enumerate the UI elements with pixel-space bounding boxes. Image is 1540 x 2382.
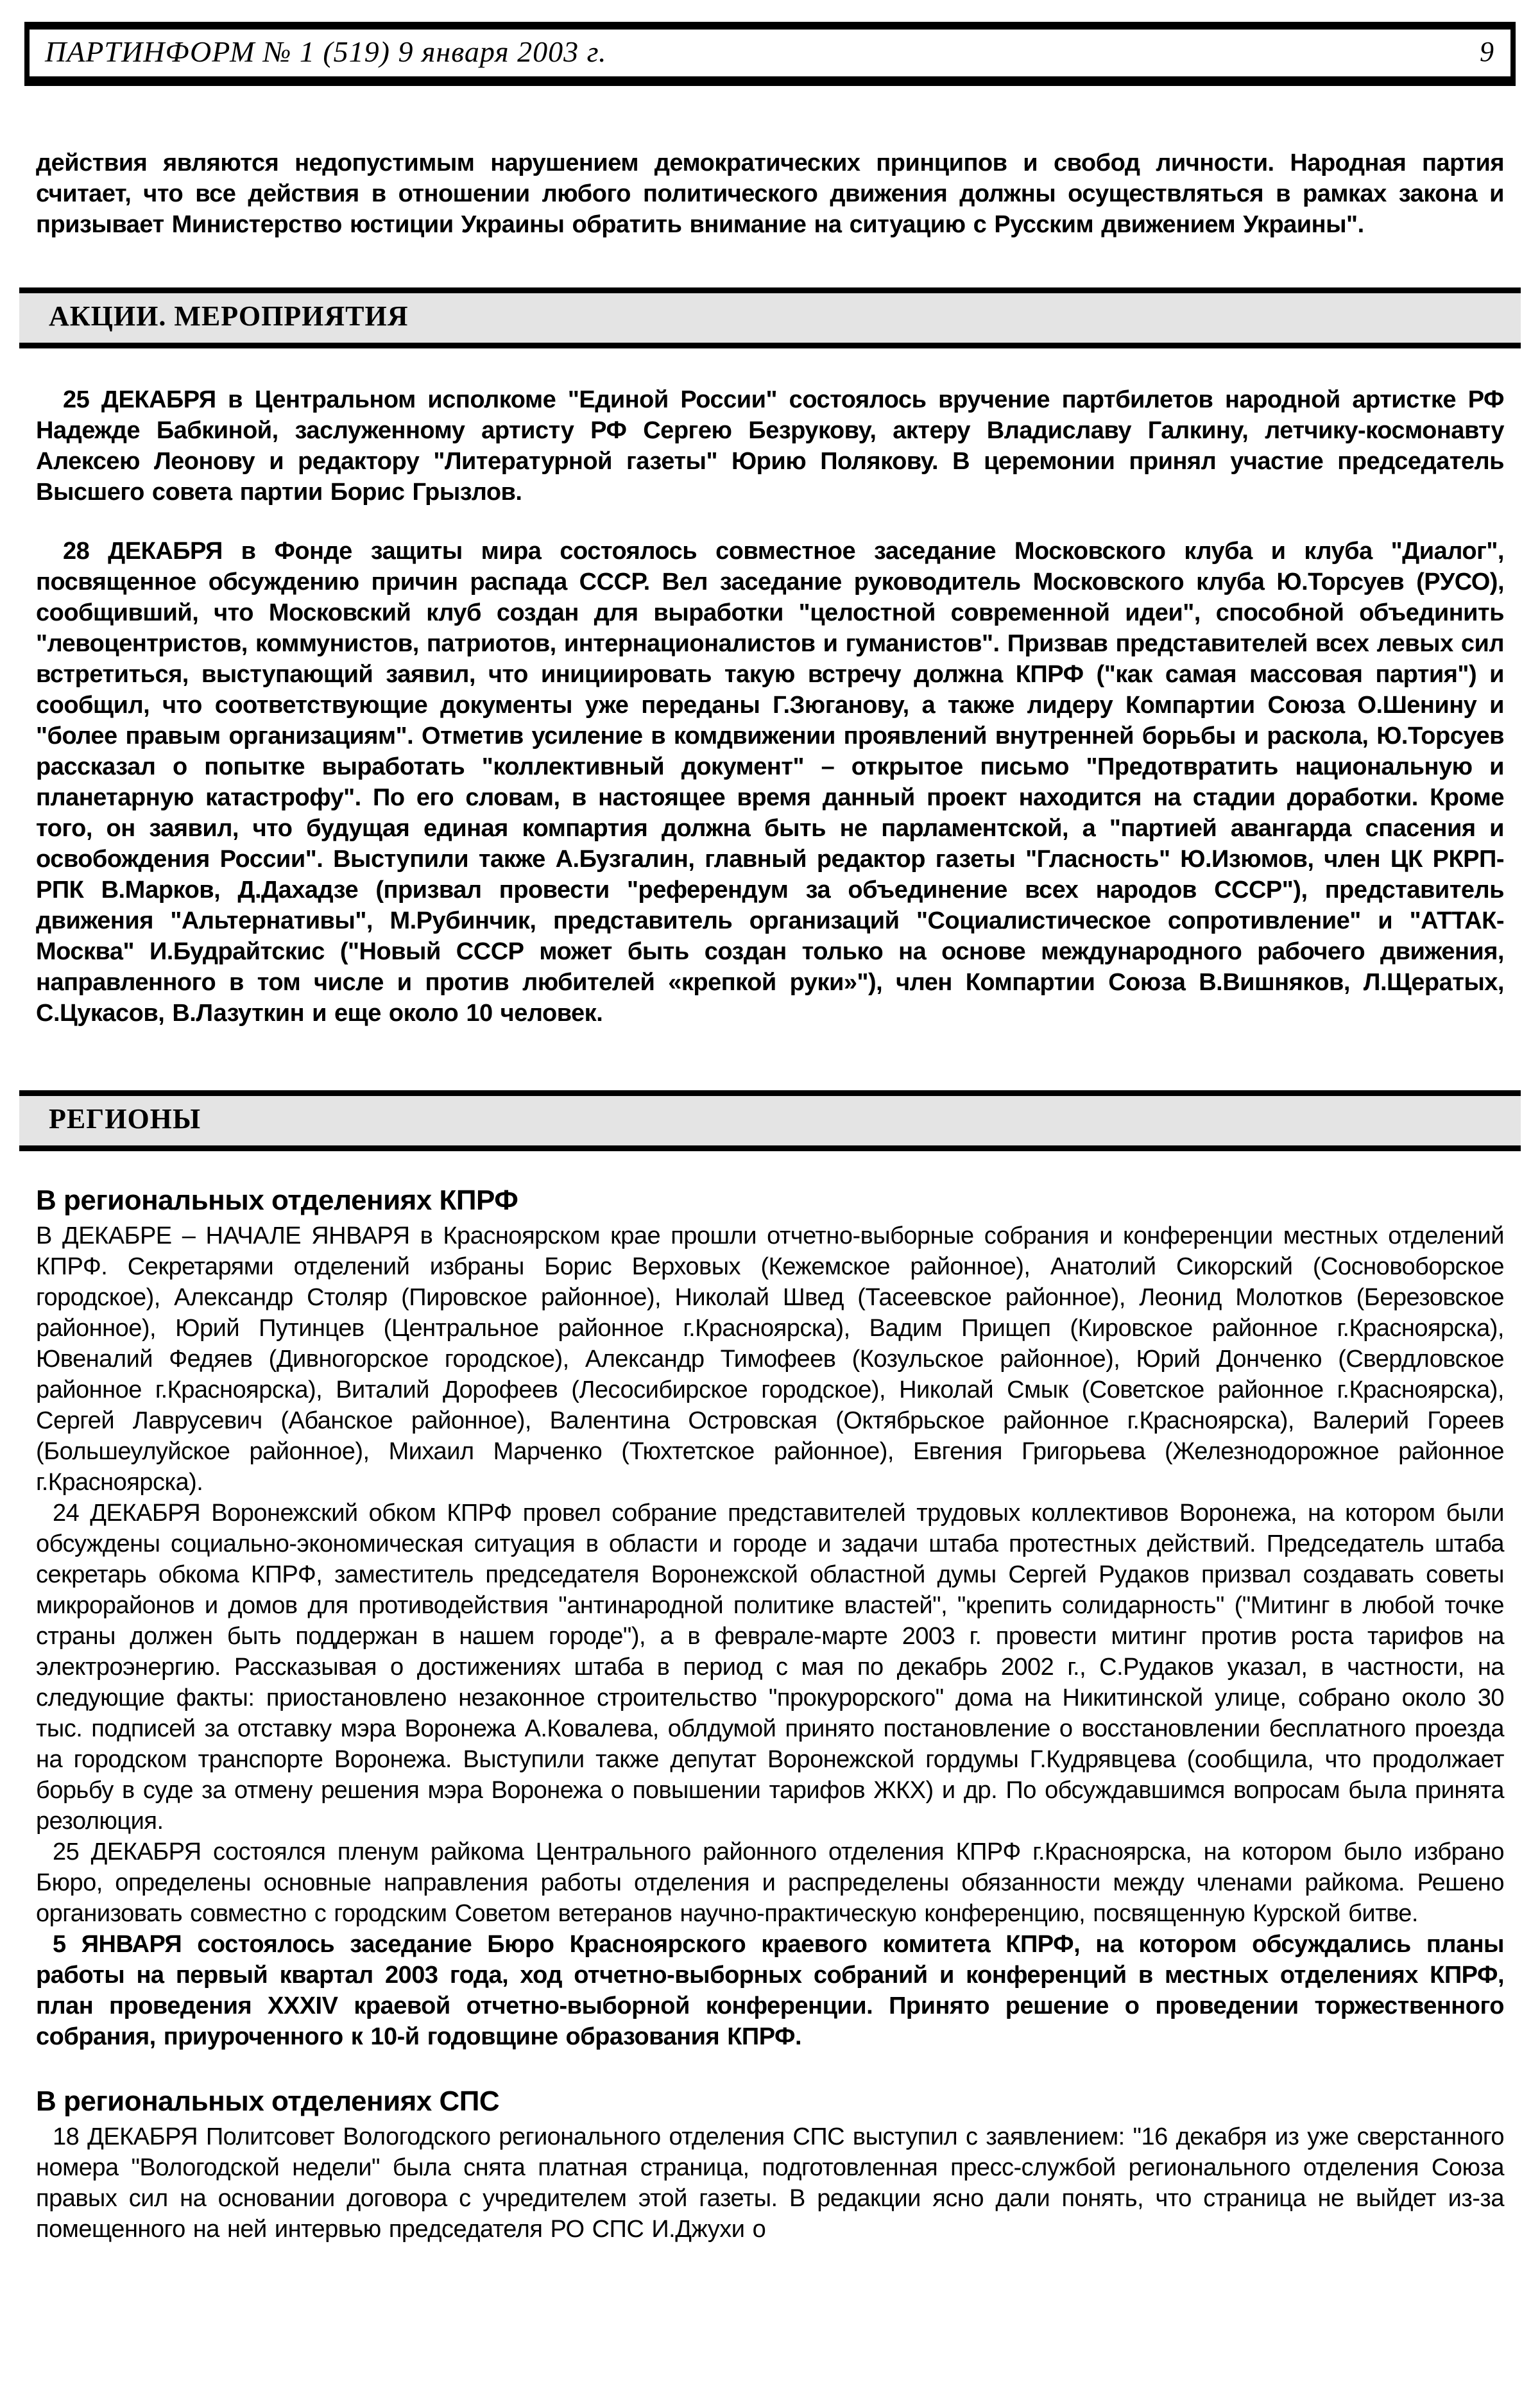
paragraph-kprf-25-december-plenum: 25 ДЕКАБРЯ состоялся пленум райкома Центрального районного отделения КПРФ г.Красноярска, на котором было избрано Бюро, определены основные направления работы отделения и распределены обязанности между членами райкома. Решено организовать совместно с городским Советом ветеранов научно-практическую конференцию, посвященную Курской битве. (36, 1838, 1504, 1927)
subsection-heading-sps: В региональных отделениях СПС (36, 2086, 500, 2117)
section-bar-regions (19, 1090, 1521, 1151)
paragraph-sps-18-december-vologda: 18 ДЕКАБРЯ Политсовет Вологодского регионального отделения СПС выступил с заявлением: "16 декабря из уже сверстанного номера "Вологодской недели" была снята платная страница, подготовленная пресс-службой регионального отделения Союза правых сил на основании договора с учредителем этой газеты. В редакции ясно дали понять, что страница не выйдет из-за помещенного на ней интервью председателя РО СПС И.Джухи о (36, 2123, 1504, 2243)
subsection-heading-kprf: В региональных отделениях КПРФ (36, 1185, 518, 1216)
actions-text-column (36, 384, 1504, 1029)
paragraph-kprf-krasnoyarsk-elections: В ДЕКАБРЕ – НАЧАЛЕ ЯНВАРЯ в Красноярском крае прошли отчетно-выборные собрания и конференции местных отделений КПРФ. Секретарями отделений избраны Борис Верховых (Кежемское районное), Анатолий Сикорский (Сосновоборское городское), Александр Столяр (Пировское районное), Николай Швед (Тасеевское районное), Леонид Молотков (Березовское районное), Юрий Путинцев (Центральное районное г.Красноярска), Вадим Прищеп (Кировское районное г.Красноярска), Ювеналий Федяев (Дивногорское городское), Александр Тимофеев (Козульское районное), Юрий Донченко (Свердловское районное г.Красноярска), Виталий Дорофеев (Лесосибирское городское), Николай Смык (Советское районное г.Красноярска), Сергей Лаврусевич (Абанское районное), Валентина Островская (Октябрьское районное г.Красноярска), Валерий Гореев (Большеулуйское районное), Михаил Марченко (Тюхтетское районное), Евгения Григорьева (Железнодорожное районное г.Красноярска). (36, 1222, 1504, 1496)
paragraph-kprf-5-january-bureau: 5 ЯНВАРЯ состоялось заседание Бюро Красноярского краевого комитета КПРФ, на котором обсуждались планы работы на первый квартал 2003 года, ход отчетно-выборных собраний и конференций в местных отделениях КПРФ, план проведения XXXIV краевой отчетно-выборной конференции. Принято решение о проведении торжественного собрания, приуроченного к 10-й годовщине образования КПРФ. (36, 1931, 1504, 2050)
paragraph-25-december-events: 25 ДЕКАБРЯ в Центральном исполкоме "Единой России" состоялось вручение партбилетов народной артистке РФ Надежде Бабкиной, заслуженному артисту РФ Сергею Безрукову, актеру Владиславу Галкину, летчику-космонавту Алексею Леонову и редактору "Литературной газеты" Юрию Полякову. В церемонии принял участие председатель Высшего совета партии Борис Грызлов. (36, 386, 1504, 506)
page-header (24, 22, 1516, 86)
intro-paragraph: действия являются недопустимым нарушением демократических принципов и свобод личности. Народная партия считает, что все действия в отношении любого политического движения должны осуществляться в рамках закона и призывает Министерство юстиции Украины обратить внимание на ситуацию с Русским движением Украины". (36, 150, 1504, 238)
paragraph-28-december-events: 28 ДЕКАБРЯ в Фонде защиты мира состоялось совместное заседание Московского клуба и клуба "Диалог", посвященное обсуждению причин распада СССР. Вел заседание руководитель Московского клуба Ю.Торсуев (РУСО), сообщивший, что Московский клуб создан для выработки "целостной современной идеи", способной объединить "левоцентристов, коммунистов, патриотов, интернационалистов и гуманистов". Призвав представителей всех левых сил встретиться, выступающий заявил, что инициировать такую встречу должна КПРФ ("как самая массовая партия") и сообщил, что соответствующие документы уже переданы Г.Зюганову, а также лидеру Компартии Союза О.Шенину и "более правым организациям". Отметив усиление в комдвижении проявлений внутренней борьбы и раскола, Ю.Торсуев рассказал о попытке выработать "коллективный документ" – открытое письмо "Предотвратить национальную и планетарную катастрофу". По его словам, в настоящее время данный проект находится на стадии доработки. Кроме того, он заявил, что будущая единая компартия должна быть не парламентской, а "партией авангарда спасения и освобождения России". Выступили также А.Бузгалин, главный редактор газеты "Гласность" Ю.Изюмов, член ЦК РКРП-РПК В.Марков, Д.Дахадзе (призвал провести "референдум за объединение всех народов СССР"), представитель движения "Альтернативы", М.Рубинчик, представитель организаций "Социалистическое сопротивление" и "АТТАК-Москва" И.Будрайтскис ("Новый СССР может быть создан только на основе международного рабочего движения, направленного в том числе и против любителей «крепкой руки»"), член Компартии Союза В.Вишняков, Л.Щератых, С.Цукасов, В.Лазуткин и еще около 10 человек. (36, 538, 1504, 1027)
intro-text-column (36, 148, 1504, 240)
page-number: 9 (1480, 36, 1494, 67)
section-title-regions: РЕГИОНЫ (49, 1103, 201, 1135)
section-bar-actions (19, 287, 1521, 348)
regions-text-column (36, 1185, 1504, 2245)
journal-title: ПАРТИНФОРМ № 1 (519) 9 января 2003 г. (45, 35, 607, 68)
section-title-actions: АКЦИИ. МЕРОПРИЯТИЯ (49, 300, 409, 332)
paragraph-kprf-24-december-voronezh: 24 ДЕКАБРЯ Воронежский обком КПРФ провел собрание представителей трудовых коллективов Воронежа, на котором были обсуждены социально-экономическая ситуация в области и городе и задачи штаба протестных действий. Председатель штаба секретарь обкома КПРФ, заместитель председателя Воронежской областной думы Сергей Рудаков призвал создавать советы микрорайонов и домов для противодействия "антинародной политике властей", "крепить солидарность" ("Митинг в любой точке страны должен быть поддержан в нашем городе"), а в феврале-марте 2003 г. провести митинг против роста тарифов на электроэнергию. Рассказывая о достижениях штаба в период с мая по декабрь 2002 г., С.Рудаков указал, в частности, на следующие факты: приостановлено незаконное строительство "прокурорского" дома на Никитинской улице, собрано около 30 тыс. подписей за отставку мэра Воронежа А.Ковалева, облдумой принято постановление о восстановлении бесплатного проезда на городском транспорте Воронежа. Выступили также депутат Воронежской гордумы Г.Кудрявцева (сообщила, что продолжает борьбу в суде за отмену решения мэра Воронежа о повышении тарифов ЖКХ) и др. По обсуждавшимся вопросам была принята резолюция. (36, 1500, 1504, 1835)
